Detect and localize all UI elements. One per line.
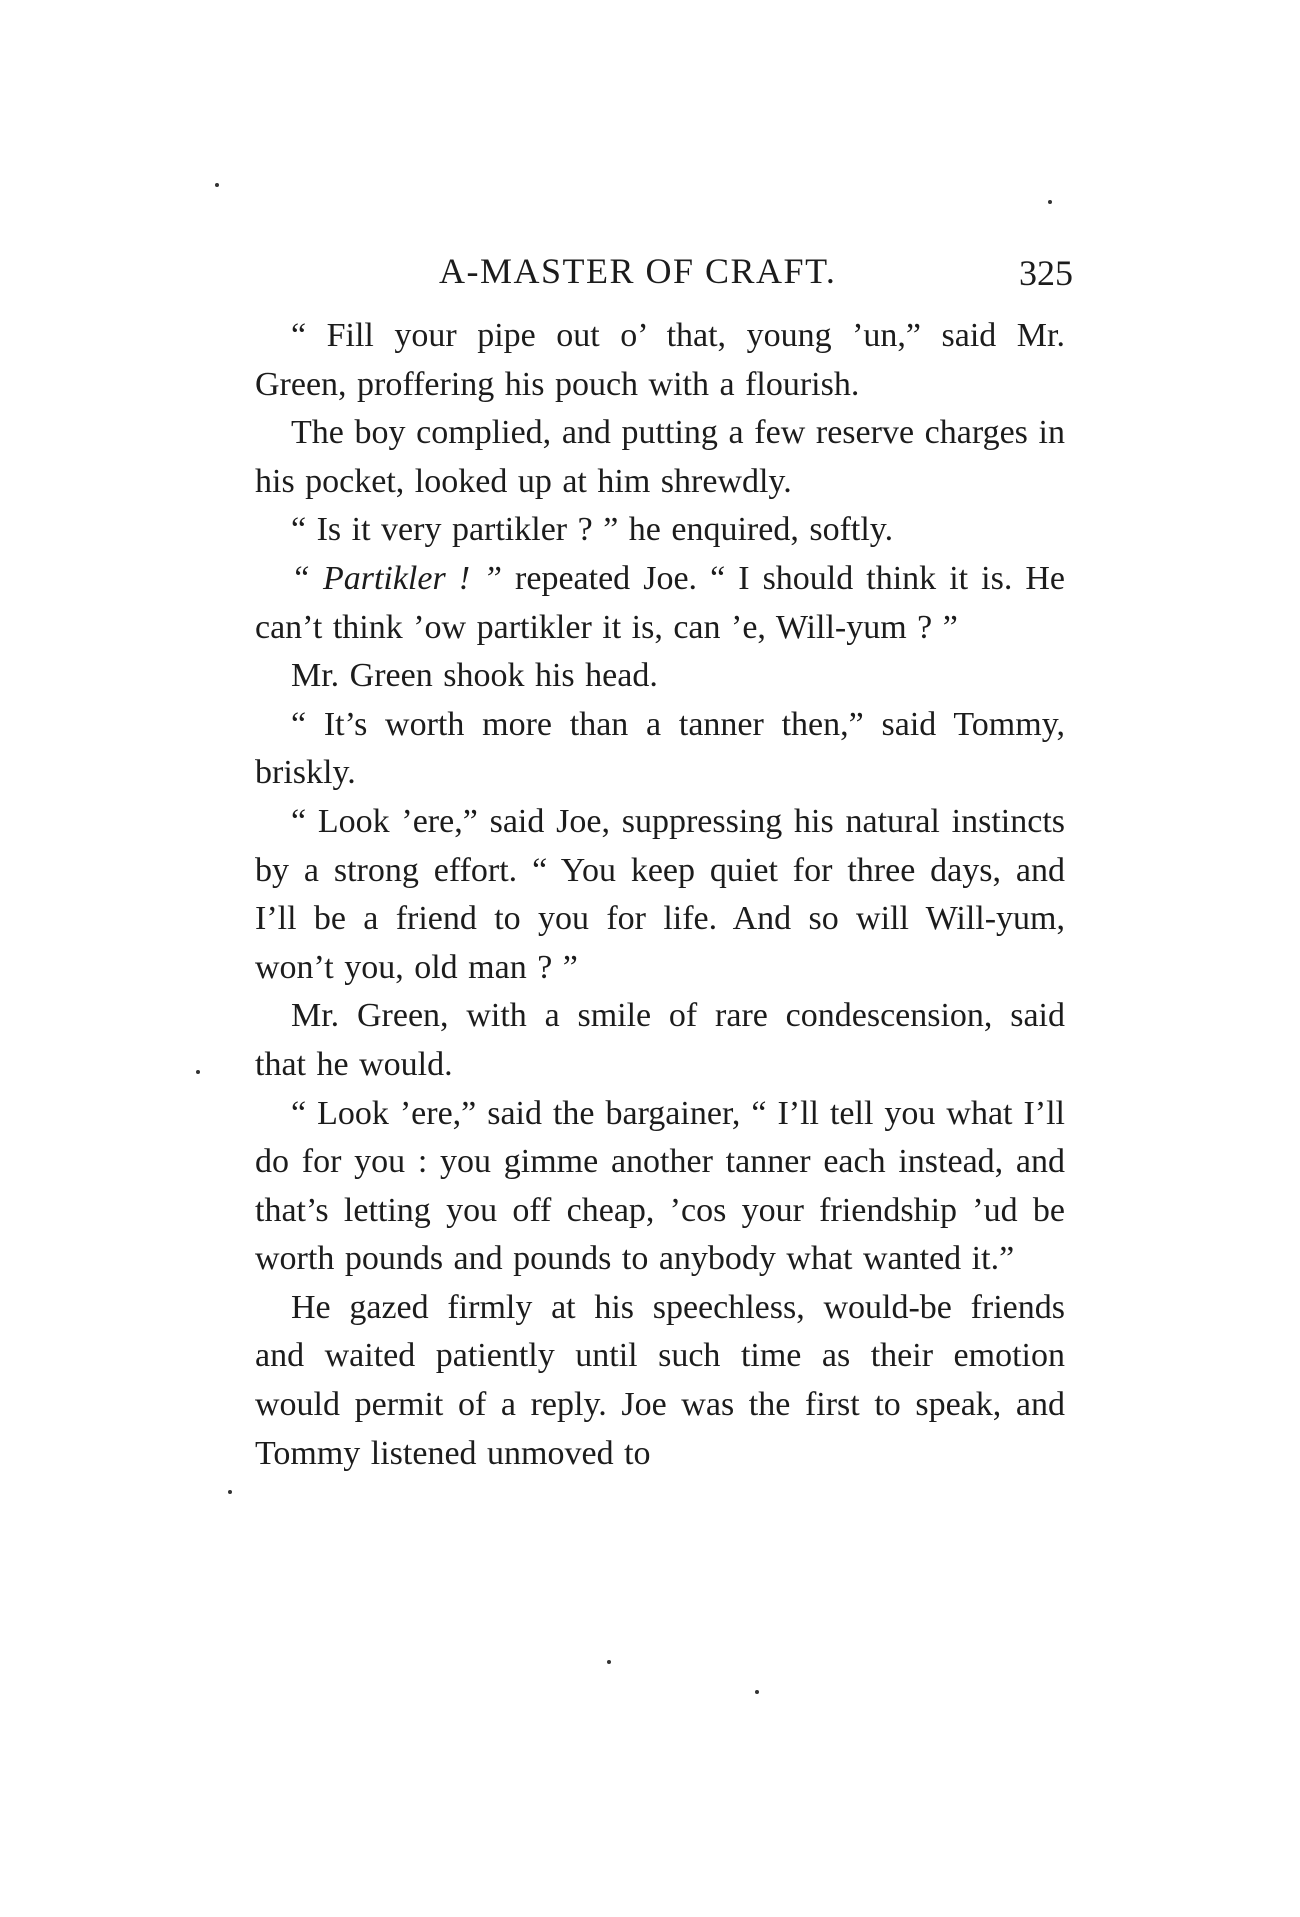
paragraph: “ Look ’ere,” said the bargainer, “ I’ll tell you what I’ll do for you : you gimme another tanner each instead, and that’s letting you off cheap, ’cos your friendship ’ud be worth pounds and pounds to anybody what wanted it.”	[255, 1094, 1065, 1278]
paragraph: Mr. Green shook his head.	[291, 657, 658, 695]
scan-speck	[215, 183, 219, 187]
scan-speck	[196, 1070, 200, 1074]
scan-speck	[607, 1660, 611, 1664]
paragraph-continuation: repeated Joe. “ I should think it is. He can’t think ’ow partikler it is, can ’e, Will-yum ? ”	[255, 559, 1065, 646]
paragraph: “ It’s worth more than a tanner then,” said Tommy, briskly.	[255, 705, 1065, 792]
italic-exclamation: “ Partikler ! ”	[291, 559, 503, 597]
body-text	[255, 312, 1065, 1478]
scan-speck	[228, 1490, 232, 1494]
scan-speck	[1048, 200, 1052, 204]
running-head	[253, 250, 1073, 302]
paragraph: “ Is it very partikler ? ” he enquired, softly.	[291, 511, 894, 549]
paragraph: Mr. Green, with a smile of rare condescension, said that he would.	[255, 997, 1065, 1083]
scan-speck	[755, 1690, 759, 1694]
paragraph	[255, 555, 1065, 652]
paragraph: He gazed firmly at his speechless, would-be friends and waited patiently until such time as their emotion would permit of a reply. Joe was the first to speak, and Tommy listened unmoved to	[255, 1288, 1065, 1472]
paragraph: The boy complied, and putting a few reserve charges in his pocket, looked up at him shrewdly.	[255, 414, 1065, 500]
running-title: A-MASTER OF CRAFT.	[439, 251, 837, 291]
paragraph: “ Fill your pipe out o’ that, young ’un,” said Mr. Green, proffering his pouch with a flourish.	[255, 317, 1065, 403]
paragraph: “ Look ’ere,” said Joe, suppressing his natural instincts by a strong effort. “ You keep quiet for three days, and I’ll be a friend to you for life. And so will Will-yum, won’t you, old man ? ”	[255, 802, 1065, 986]
page-number: 325	[1019, 253, 1073, 293]
